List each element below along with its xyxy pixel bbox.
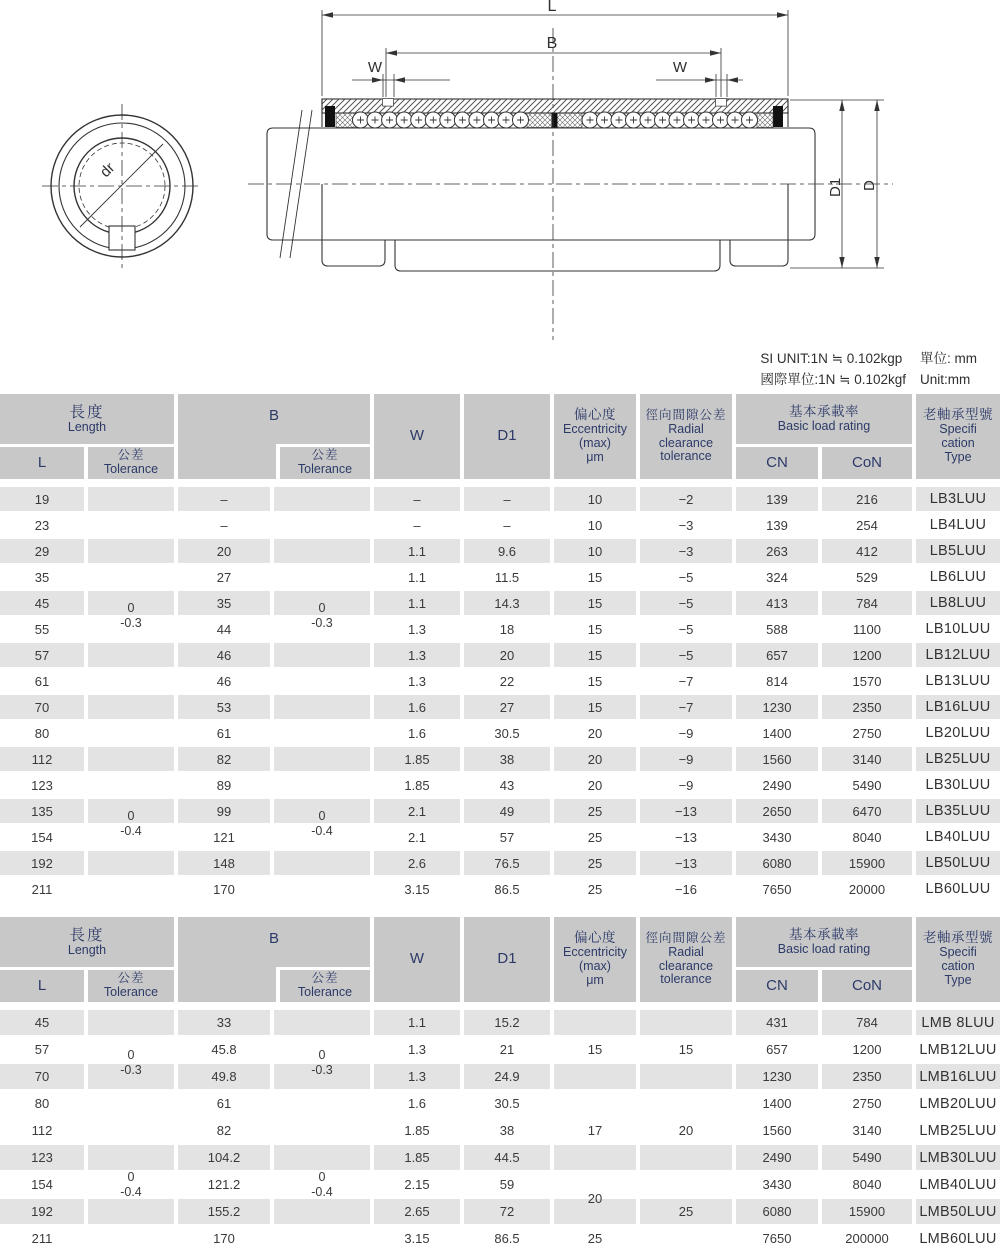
col-header-W: W xyxy=(374,917,460,1002)
table-cell: LB50LUU xyxy=(916,851,1000,875)
table-cell: 2750 xyxy=(852,725,882,741)
table-cell: 1.1 xyxy=(407,569,427,585)
seal-right xyxy=(773,106,783,127)
col-header-radial-clearance: 徑向間隙公差 Radial clearance tolerance xyxy=(640,394,732,479)
table-cell: −3 xyxy=(678,517,694,533)
table-cell: 1200 xyxy=(822,643,912,667)
table-cell: 46 xyxy=(216,673,232,689)
col-header-CN: CN xyxy=(736,970,818,1002)
table-cell: 5490 xyxy=(822,1145,912,1170)
table-cell: 15 xyxy=(554,591,636,615)
table-cell: 45 xyxy=(0,591,84,615)
table-cell: 0 -0.3 xyxy=(88,1010,174,1116)
table-cell: 3430 xyxy=(762,1177,792,1192)
table-cell: 1.3 xyxy=(407,621,427,637)
dim-B xyxy=(386,48,721,97)
table-cell: LMB12LUU xyxy=(919,1041,997,1058)
table-cell: 44 xyxy=(216,621,232,637)
groove-right xyxy=(716,99,727,107)
table-cell: LB20LUU xyxy=(925,725,991,741)
table-cell: 529 xyxy=(856,569,878,585)
table-cell: −13 xyxy=(640,851,732,875)
table-cell: 2490 xyxy=(736,1145,818,1170)
groove-left xyxy=(383,99,394,107)
table-cell: 25 xyxy=(587,881,603,897)
table-cell: 25 xyxy=(587,829,603,845)
col-header-L-tolerance: 公差 Tolerance xyxy=(88,970,174,1002)
table-cell: 20 xyxy=(464,643,550,667)
table-cell: 1.1 xyxy=(374,591,460,615)
table-cell: 1.6 xyxy=(407,725,427,741)
table-cell: 8040 xyxy=(852,1177,882,1192)
table-cell: 2.6 xyxy=(374,851,460,875)
dim-W-left xyxy=(352,74,450,97)
table-cell: 45.8 xyxy=(211,1042,237,1057)
table-cell: – xyxy=(374,487,460,511)
table-cell: 0 -0.4 xyxy=(88,747,174,901)
table-cell: 2350 xyxy=(822,1064,912,1089)
table-cell: LB4LUU xyxy=(929,517,987,533)
table-cell: −5 xyxy=(640,591,732,615)
table-cell: 121 xyxy=(213,829,235,845)
table-cell: LMB30LUU xyxy=(916,1145,1000,1170)
section-view xyxy=(267,99,815,271)
table-cell: LB10LUU xyxy=(925,621,991,637)
col-header-eccentricity: 偏心度 Eccentricity (max) μm xyxy=(554,394,636,479)
table-cell: 6080 xyxy=(736,851,818,875)
table-cell: 6470 xyxy=(822,799,912,823)
table-cell: 0 -0.3 xyxy=(274,487,370,745)
si-unit-line1: SI UNIT:1N ≒ 0.102kgp xyxy=(760,351,903,366)
table-cell: 38 xyxy=(464,747,550,771)
unit-note xyxy=(760,349,994,389)
table-cell: 61 xyxy=(216,1096,232,1111)
table-cell: – xyxy=(413,517,421,533)
table-cell: 1560 xyxy=(736,747,818,771)
table-cell: LMB16LUU xyxy=(916,1064,1000,1089)
table-cell: LB16LUU xyxy=(916,695,1000,719)
col-header-B-tolerance: 公差 Tolerance xyxy=(276,444,370,479)
table-cell: 1200 xyxy=(852,1042,882,1057)
table-cell: −5 xyxy=(678,621,694,637)
table-cell: 7650 xyxy=(762,1231,792,1246)
table-cell: 25 xyxy=(640,1172,732,1251)
col-header-eccentricity: 偏心度 Eccentricity (max) μm xyxy=(554,917,636,1002)
table-cell: 211 xyxy=(31,1231,53,1246)
label-D: D xyxy=(861,180,878,191)
table-cell: 2490 xyxy=(762,777,792,793)
table-cell: 216 xyxy=(822,487,912,511)
table-cell: 6080 xyxy=(736,1199,818,1224)
col-header-CN: CN xyxy=(736,447,818,479)
table-cell: 72 xyxy=(464,1199,550,1224)
lmb-table-body xyxy=(0,1010,1000,1251)
unit-mm-zh: 單位: mm xyxy=(920,351,977,366)
table-cell: 170 xyxy=(213,881,235,897)
table-cell: 200000 xyxy=(845,1231,889,1246)
label-W-right: W xyxy=(672,59,688,76)
col-header-L: L xyxy=(0,970,84,1002)
table-cell: 86.5 xyxy=(494,881,520,897)
table-cell: 14.3 xyxy=(464,591,550,615)
table-cell: 20 xyxy=(640,1091,732,1170)
table-cell: 3140 xyxy=(822,747,912,771)
table-cell: 99 xyxy=(178,799,270,823)
table-cell: −13 xyxy=(674,829,698,845)
table-cell: −9 xyxy=(678,725,694,741)
table-cell: 155.2 xyxy=(178,1199,270,1224)
table-cell: 82 xyxy=(216,1123,232,1138)
table-cell: LB35LUU xyxy=(916,799,1000,823)
table-cell: 324 xyxy=(766,569,788,585)
table-cell: −2 xyxy=(640,487,732,511)
col-header-radial-clearance: 徑向間隙公差 Radial clearance tolerance xyxy=(640,917,732,1002)
lmb-table-header xyxy=(0,917,1000,1002)
table-cell: 15 xyxy=(587,621,603,637)
table-cell: LMB40LUU xyxy=(919,1176,997,1193)
table-cell: 1.85 xyxy=(404,777,430,793)
table-cell: 1.1 xyxy=(374,539,460,563)
table-cell: LMB25LUU xyxy=(919,1122,997,1139)
table-cell: LMB50LUU xyxy=(916,1199,1000,1224)
table-cell: LMB 8LUU xyxy=(916,1010,1000,1035)
col-header-CoN: CoN xyxy=(822,970,912,1002)
table-cell: 657 xyxy=(736,643,818,667)
table-cell: LB13LUU xyxy=(925,673,991,689)
table-cell: 1.3 xyxy=(374,1064,460,1089)
table-cell: 1.85 xyxy=(374,1145,460,1170)
table-cell: 15 xyxy=(554,643,636,667)
table-cell: −16 xyxy=(674,881,698,897)
table-cell: 15900 xyxy=(822,851,912,875)
table-cell: LMB20LUU xyxy=(919,1095,997,1112)
table-cell: 112 xyxy=(0,747,84,771)
table-cell: 1.3 xyxy=(374,643,460,667)
table-cell: 5490 xyxy=(852,777,882,793)
table-cell: 59 xyxy=(499,1177,515,1192)
lb-table-header xyxy=(0,394,1000,479)
table-cell: 3.15 xyxy=(404,1231,430,1246)
table-cell: LB3LUU xyxy=(916,487,1000,511)
table-cell: 70 xyxy=(0,1064,84,1089)
table-cell: 21 xyxy=(499,1042,515,1057)
table-cell: 0 -0.3 xyxy=(274,1010,370,1116)
table-cell: 139 xyxy=(736,487,818,511)
table-cell: 20 xyxy=(554,747,636,771)
table-cell: 57 xyxy=(0,643,84,667)
si-unit-line2: 國際單位:1N ≒ 0.102kgf xyxy=(760,371,906,387)
table-cell: 33 xyxy=(178,1010,270,1035)
table-cell: 86.5 xyxy=(494,1231,520,1246)
table-cell: LB40LUU xyxy=(925,829,991,845)
table-cell: 49.8 xyxy=(178,1064,270,1089)
table-cell: 25 xyxy=(554,799,636,823)
circular-view xyxy=(42,104,202,272)
table-cell: −5 xyxy=(640,643,732,667)
seal-left xyxy=(325,106,335,127)
table-cell: 784 xyxy=(822,1010,912,1035)
table-cell: 112 xyxy=(31,1123,53,1138)
col-header-L: L xyxy=(0,447,84,479)
table-cell: 1560 xyxy=(762,1123,792,1138)
col-header-B: B 公差 Tolerance xyxy=(178,917,370,1002)
table-cell: 139 xyxy=(766,517,788,533)
table-cell: 30.5 xyxy=(494,1096,520,1111)
table-cell: −9 xyxy=(678,777,694,793)
table-cell: 3.15 xyxy=(404,881,430,897)
table-cell: 431 xyxy=(736,1010,818,1035)
table-cell: 192 xyxy=(0,1199,84,1224)
table-cell: 1.6 xyxy=(407,1096,427,1111)
table-cell: 15.2 xyxy=(464,1010,550,1035)
table-cell: 154 xyxy=(31,829,53,845)
table-cell: 15 xyxy=(587,569,603,585)
table-cell: 0 -0.4 xyxy=(88,1118,174,1251)
table-cell: 588 xyxy=(766,621,788,637)
spec-tables xyxy=(0,394,1000,1251)
col-header-B-tolerance: 公差 Tolerance xyxy=(276,967,370,1002)
table-cell: 22 xyxy=(499,673,515,689)
table-cell: 20 xyxy=(178,539,270,563)
table-cell: 23 xyxy=(34,517,50,533)
table-cell: 80 xyxy=(34,1096,50,1111)
table-cell: 0 -0.4 xyxy=(274,747,370,901)
table-cell: 3140 xyxy=(852,1123,882,1138)
col-header-basic-load-rating: 基本承載率 Basic load rating xyxy=(736,917,912,967)
col-header-L-tolerance: 公差 Tolerance xyxy=(88,447,174,479)
table-cell: 2.65 xyxy=(374,1199,460,1224)
table-cell: LB5LUU xyxy=(916,539,1000,563)
table-cell: 19 xyxy=(0,487,84,511)
col-header-basic-load-rating: 基本承載率 Basic load rating xyxy=(736,394,912,444)
table-cell: 70 xyxy=(0,695,84,719)
unit-mm-en: Unit:mm xyxy=(920,371,971,387)
table-cell: 35 xyxy=(178,591,270,615)
table-cell: −3 xyxy=(640,539,732,563)
table-cell: 55 xyxy=(34,621,50,637)
table-cell: 263 xyxy=(736,539,818,563)
dr-dimension-line xyxy=(80,144,163,227)
table-cell: 10 xyxy=(587,517,603,533)
table-cell: 3430 xyxy=(762,829,792,845)
table-cell: 148 xyxy=(178,851,270,875)
label-D1: D1 xyxy=(827,177,844,197)
table-cell: 15900 xyxy=(822,1199,912,1224)
label-L: L xyxy=(547,0,557,15)
table-cell: 2350 xyxy=(822,695,912,719)
col-header-B: B 公差 Tolerance xyxy=(178,394,370,479)
table-cell: 76.5 xyxy=(464,851,550,875)
table-cell: – xyxy=(178,487,270,511)
table-cell: 61 xyxy=(216,725,232,741)
col-header-specification: 老軸承型號 Specifi cation Type xyxy=(916,917,1000,1002)
table-cell: 20 xyxy=(554,1172,636,1224)
label-W-left: W xyxy=(367,59,383,76)
table-cell: 25 xyxy=(587,1231,603,1246)
table-cell: 24.9 xyxy=(464,1064,550,1089)
col-header-length: 長度 Length xyxy=(0,394,174,444)
table-cell: 7650 xyxy=(762,881,792,897)
table-cell: 1.3 xyxy=(407,673,427,689)
table-cell: 1400 xyxy=(762,1096,792,1111)
table-cell: 11.5 xyxy=(494,569,520,585)
table-cell: 1570 xyxy=(852,673,882,689)
table-cell: 2.15 xyxy=(404,1177,430,1192)
col-header-D1: D1 xyxy=(464,917,550,1002)
table-cell: 27 xyxy=(216,569,232,585)
table-cell: 1230 xyxy=(736,695,818,719)
table-cell: – xyxy=(464,487,550,511)
table-cell: 17 xyxy=(554,1091,636,1170)
table-cell: 814 xyxy=(766,673,788,689)
table-cell: 0 -0.4 xyxy=(274,1118,370,1251)
table-cell: 1.3 xyxy=(407,1042,427,1057)
table-cell: 784 xyxy=(822,591,912,615)
table-cell: 89 xyxy=(216,777,232,793)
table-cell: 35 xyxy=(34,569,50,585)
table-cell: 44.5 xyxy=(464,1145,550,1170)
table-cell: 170 xyxy=(213,1231,235,1246)
table-cell: LB8LUU xyxy=(916,591,1000,615)
table-cell: 10 xyxy=(554,539,636,563)
table-cell: LMB60LUU xyxy=(919,1230,997,1247)
table-cell: 38 xyxy=(499,1123,515,1138)
table-cell: −7 xyxy=(678,673,694,689)
table-cell: 1.85 xyxy=(404,1123,430,1138)
table-cell: 154 xyxy=(31,1177,53,1192)
table-cell: 27 xyxy=(464,695,550,719)
table-cell: LB25LUU xyxy=(916,747,1000,771)
table-cell: 123 xyxy=(31,777,53,793)
table-cell: LB12LUU xyxy=(916,643,1000,667)
table-cell: 15 xyxy=(554,1010,636,1089)
table-cell: 1.1 xyxy=(374,1010,460,1035)
table-cell: 1.6 xyxy=(374,695,460,719)
table-cell: 80 xyxy=(34,725,50,741)
table-cell: 2.1 xyxy=(374,799,460,823)
col-header-D1: D1 xyxy=(464,394,550,479)
col-header-CoN: CoN xyxy=(822,447,912,479)
table-cell: 61 xyxy=(34,673,50,689)
col-header-specification: 老軸承型號 Specifi cation Type xyxy=(916,394,1000,479)
table-cell: 9.6 xyxy=(464,539,550,563)
table-cell: 2.1 xyxy=(407,829,427,845)
table-cell: −5 xyxy=(678,569,694,585)
table-cell: 45 xyxy=(0,1010,84,1035)
table-cell: 49 xyxy=(464,799,550,823)
table-cell: 30.5 xyxy=(494,725,520,741)
table-cell: −7 xyxy=(640,695,732,719)
col-header-W: W xyxy=(374,394,460,479)
table-cell: 1100 xyxy=(853,621,881,637)
label-B: B xyxy=(546,35,558,52)
table-cell: 657 xyxy=(766,1042,788,1057)
dr-label: dr xyxy=(96,159,119,181)
table-cell: 57 xyxy=(499,829,515,845)
table-cell: 53 xyxy=(178,695,270,719)
table-cell: 121.2 xyxy=(207,1177,241,1192)
table-cell: LB60LUU xyxy=(925,881,991,897)
technical-drawing xyxy=(0,0,1000,345)
table-cell: 2650 xyxy=(736,799,818,823)
table-cell: 135 xyxy=(0,799,84,823)
lb-table-body xyxy=(0,487,1000,901)
table-cell: 1230 xyxy=(736,1064,818,1089)
table-cell: 10 xyxy=(554,487,636,511)
table-cell: 57 xyxy=(34,1042,50,1057)
table-cell: 15 xyxy=(640,1010,732,1089)
table-cell: 15 xyxy=(587,673,603,689)
col-header-length: 長度 Length xyxy=(0,917,174,967)
table-cell: 413 xyxy=(736,591,818,615)
table-cell: 104.2 xyxy=(178,1145,270,1170)
table-cell: 15 xyxy=(554,695,636,719)
table-cell: 20 xyxy=(587,777,603,793)
crosshair-centerlines xyxy=(42,104,202,272)
table-cell: 18 xyxy=(499,621,515,637)
table-cell: – xyxy=(503,517,511,533)
table-cell: 1400 xyxy=(762,725,792,741)
table-cell: LB30LUU xyxy=(925,777,991,793)
table-cell: – xyxy=(220,517,228,533)
table-cell: 29 xyxy=(0,539,84,563)
table-cell: 123 xyxy=(0,1145,84,1170)
table-cell: 43 xyxy=(499,777,515,793)
table-cell: 46 xyxy=(178,643,270,667)
table-cell: 82 xyxy=(178,747,270,771)
table-cell: 211 xyxy=(31,881,53,897)
table-cell: 25 xyxy=(554,851,636,875)
table-cell: 2750 xyxy=(852,1096,882,1111)
table-cell: −13 xyxy=(640,799,732,823)
table-cell: 8040 xyxy=(852,829,882,845)
table-cell: 1.85 xyxy=(374,747,460,771)
table-cell: LB6LUU xyxy=(929,569,987,585)
table-cell: 20 xyxy=(587,725,603,741)
table-cell: 412 xyxy=(822,539,912,563)
table-cell: 254 xyxy=(856,517,878,533)
table-cell: 192 xyxy=(0,851,84,875)
table-cell: 0 -0.3 xyxy=(88,487,174,745)
table-cell: 20000 xyxy=(848,881,886,897)
table-cell: −9 xyxy=(640,747,732,771)
dim-W-right xyxy=(656,74,743,97)
